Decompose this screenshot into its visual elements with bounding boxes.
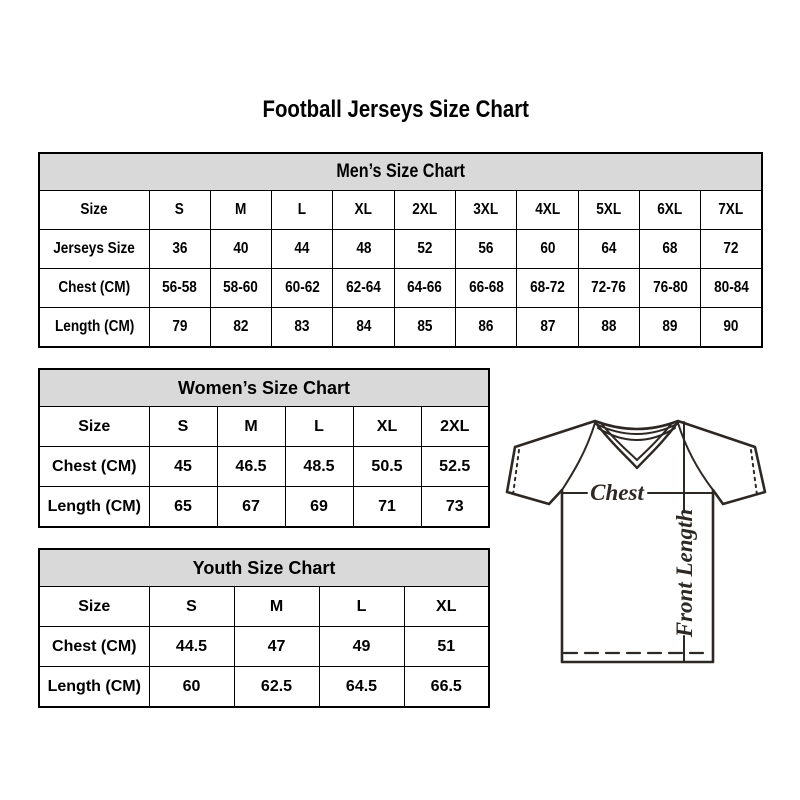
value-cell [149,407,217,447]
cell-text: 88 [601,318,617,335]
value-cell [210,191,271,230]
youth-table-body [39,587,489,708]
table-row [39,627,489,667]
cell-text: 52.5 [439,457,471,475]
youth-table-title-row [39,549,489,587]
cell-text: 64.5 [345,677,378,695]
cell-text: 90 [723,318,739,335]
cell-text: 5XL [596,201,622,218]
cell-text: 89 [662,318,678,335]
womens-table-title: Women’s Size Chart [39,369,489,407]
value-cell [517,269,578,308]
cell-text: L [314,417,324,435]
value-cell [578,230,639,269]
cell-text: M [244,417,258,435]
cell-text: 71 [378,497,396,515]
cell-text: Size [78,597,111,615]
cell-text: 7XL [718,201,744,218]
cell-text: Size [78,417,111,435]
value-cell [149,269,210,308]
table-row [39,269,762,308]
youth-table-title: Youth Size Chart [39,549,489,587]
womens-table-title-row [39,369,489,407]
cell-text: 69 [310,497,328,515]
cell-text: 83 [294,318,310,335]
row-label-cell [39,308,149,348]
table-row [39,230,762,269]
cell-text: XL [354,201,373,218]
cell-text: 56 [478,240,494,257]
cell-text: S [175,201,185,218]
womens-size-chart-table [38,368,490,528]
cell-text: Size [80,201,108,218]
value-cell [210,269,271,308]
value-cell [404,627,489,667]
cell-text: 72-76 [591,279,627,296]
table-row [39,407,489,447]
cell-text: 62.5 [260,677,293,695]
cell-text: XL [436,597,457,615]
cell-text: 48.5 [303,457,335,475]
cell-text: 82 [233,318,249,335]
row-label-cell [39,407,149,447]
value-cell [421,487,489,528]
value-cell [285,447,353,487]
cell-text: L [356,597,367,615]
value-cell [578,269,639,308]
value-cell [285,407,353,447]
table-row [39,447,489,487]
value-cell [319,667,404,708]
mens-table-title: Men’s Size Chart [39,153,762,191]
value-cell [272,230,333,269]
value-cell [149,587,234,627]
value-cell [455,230,516,269]
cell-text: 76-80 [652,279,688,296]
row-label-cell [39,447,149,487]
value-cell [149,230,210,269]
cell-text: 86 [478,318,494,335]
cell-text: 47 [267,637,286,655]
cell-text: S [177,417,189,435]
cell-text: 45 [174,457,192,475]
cell-text: 51 [437,637,456,655]
value-cell [578,191,639,230]
value-cell [149,191,210,230]
cell-text: 64 [601,240,617,257]
row-label-cell [39,269,149,308]
cell-text: 66-68 [468,279,504,296]
value-cell [639,230,700,269]
value-cell [333,308,394,348]
cell-text: Jerseys Size [53,240,136,257]
row-label-cell [39,230,149,269]
value-cell [217,487,285,528]
cell-text: 4XL [534,201,560,218]
cell-text: Length (CM) [47,677,141,695]
cell-text: 60 [539,240,555,257]
value-cell [394,230,455,269]
cell-text: 85 [417,318,433,335]
row-label-cell [39,587,149,627]
mens-size-chart-table [38,152,763,348]
cell-text: M [269,597,284,615]
value-cell [149,487,217,528]
value-cell [333,230,394,269]
value-cell [421,447,489,487]
value-cell [272,308,333,348]
cell-text: 36 [172,240,188,257]
jersey-measurement-diagram [500,410,770,668]
value-cell [272,269,333,308]
value-cell [455,269,516,308]
row-label-cell [39,667,149,708]
value-cell [333,269,394,308]
cell-text: 62-64 [346,279,381,296]
cell-text: M [235,201,247,218]
cell-text: 84 [355,318,372,335]
cell-text: 58-60 [223,279,259,296]
mens-table-body [39,191,762,348]
cell-text: Length (CM) [47,497,141,515]
value-cell [319,587,404,627]
youth-size-chart-table [38,548,490,708]
mens-table-title-row [39,153,762,191]
value-cell [517,191,578,230]
value-cell [333,191,394,230]
value-cell [217,447,285,487]
value-cell [210,308,271,348]
cell-text: 40 [233,240,249,257]
value-cell [394,308,455,348]
cell-text: 56-58 [162,279,198,296]
cell-text: 60 [182,677,201,695]
value-cell [149,308,210,348]
chest-label: Chest [590,480,644,505]
cell-text: 50.5 [371,457,403,475]
row-label-cell [39,191,149,230]
cell-text: 48 [355,240,372,257]
value-cell [701,191,762,230]
cell-text: 80-84 [713,279,749,296]
value-cell [701,230,762,269]
cell-text: 60-62 [284,279,320,296]
cell-text: 67 [242,497,260,515]
value-cell [421,407,489,447]
cell-text: L [298,201,307,218]
table-row [39,308,762,348]
value-cell [639,269,700,308]
value-cell [353,447,421,487]
cell-text: 79 [172,318,188,335]
value-cell [353,487,421,528]
value-cell [285,487,353,528]
value-cell [149,667,234,708]
cell-text: S [186,597,197,615]
table-row [39,667,489,708]
value-cell [517,308,578,348]
value-cell [639,308,700,348]
value-cell [272,191,333,230]
cell-text: Chest (CM) [58,279,131,296]
cell-text: 44.5 [175,637,208,655]
cell-text: Length (CM) [54,318,134,335]
jersey-diagram-svg [500,410,770,668]
cell-text: 64-66 [407,279,443,296]
value-cell [639,191,700,230]
cell-text: 6XL [657,201,683,218]
table-row [39,587,489,627]
cell-text: 66.5 [430,677,462,695]
value-cell [149,627,234,667]
front-length-label: Front Length [672,508,697,638]
cell-text: 68-72 [530,279,565,296]
value-cell [578,308,639,348]
value-cell [455,308,516,348]
value-cell [404,667,489,708]
cell-text: 46.5 [235,457,267,475]
value-cell [404,587,489,627]
cell-text: 3XL [473,201,499,218]
cell-text: 52 [417,240,433,257]
table-row [39,191,762,230]
value-cell [701,269,762,308]
value-cell [319,627,404,667]
womens-table-body [39,407,489,528]
value-cell [517,230,578,269]
value-cell [234,667,319,708]
value-cell [394,191,455,230]
cell-text: 73 [445,497,464,515]
value-cell [210,230,271,269]
jersey-outline [507,421,765,662]
value-cell [394,269,455,308]
row-label-cell [39,487,149,528]
cell-text: 68 [662,240,678,257]
row-label-cell [39,627,149,667]
table-row [39,487,489,528]
cell-text: 2XL [440,417,470,435]
cell-text: Chest (CM) [52,637,137,655]
value-cell [149,447,217,487]
cell-text: XL [376,417,398,435]
value-cell [234,627,319,667]
value-cell [701,308,762,348]
cell-text: 87 [539,318,555,335]
cell-text: 2XL [412,201,438,218]
cell-text: 65 [174,497,192,515]
value-cell [234,587,319,627]
cell-text: Chest (CM) [52,457,137,475]
value-cell [455,191,516,230]
page-title [0,97,792,123]
cell-text: 72 [723,240,739,257]
page-title-text: Football Jerseys Size Chart [262,96,530,123]
cell-text: 49 [352,637,371,655]
cell-text: 44 [294,240,310,257]
value-cell [353,407,421,447]
value-cell [217,407,285,447]
